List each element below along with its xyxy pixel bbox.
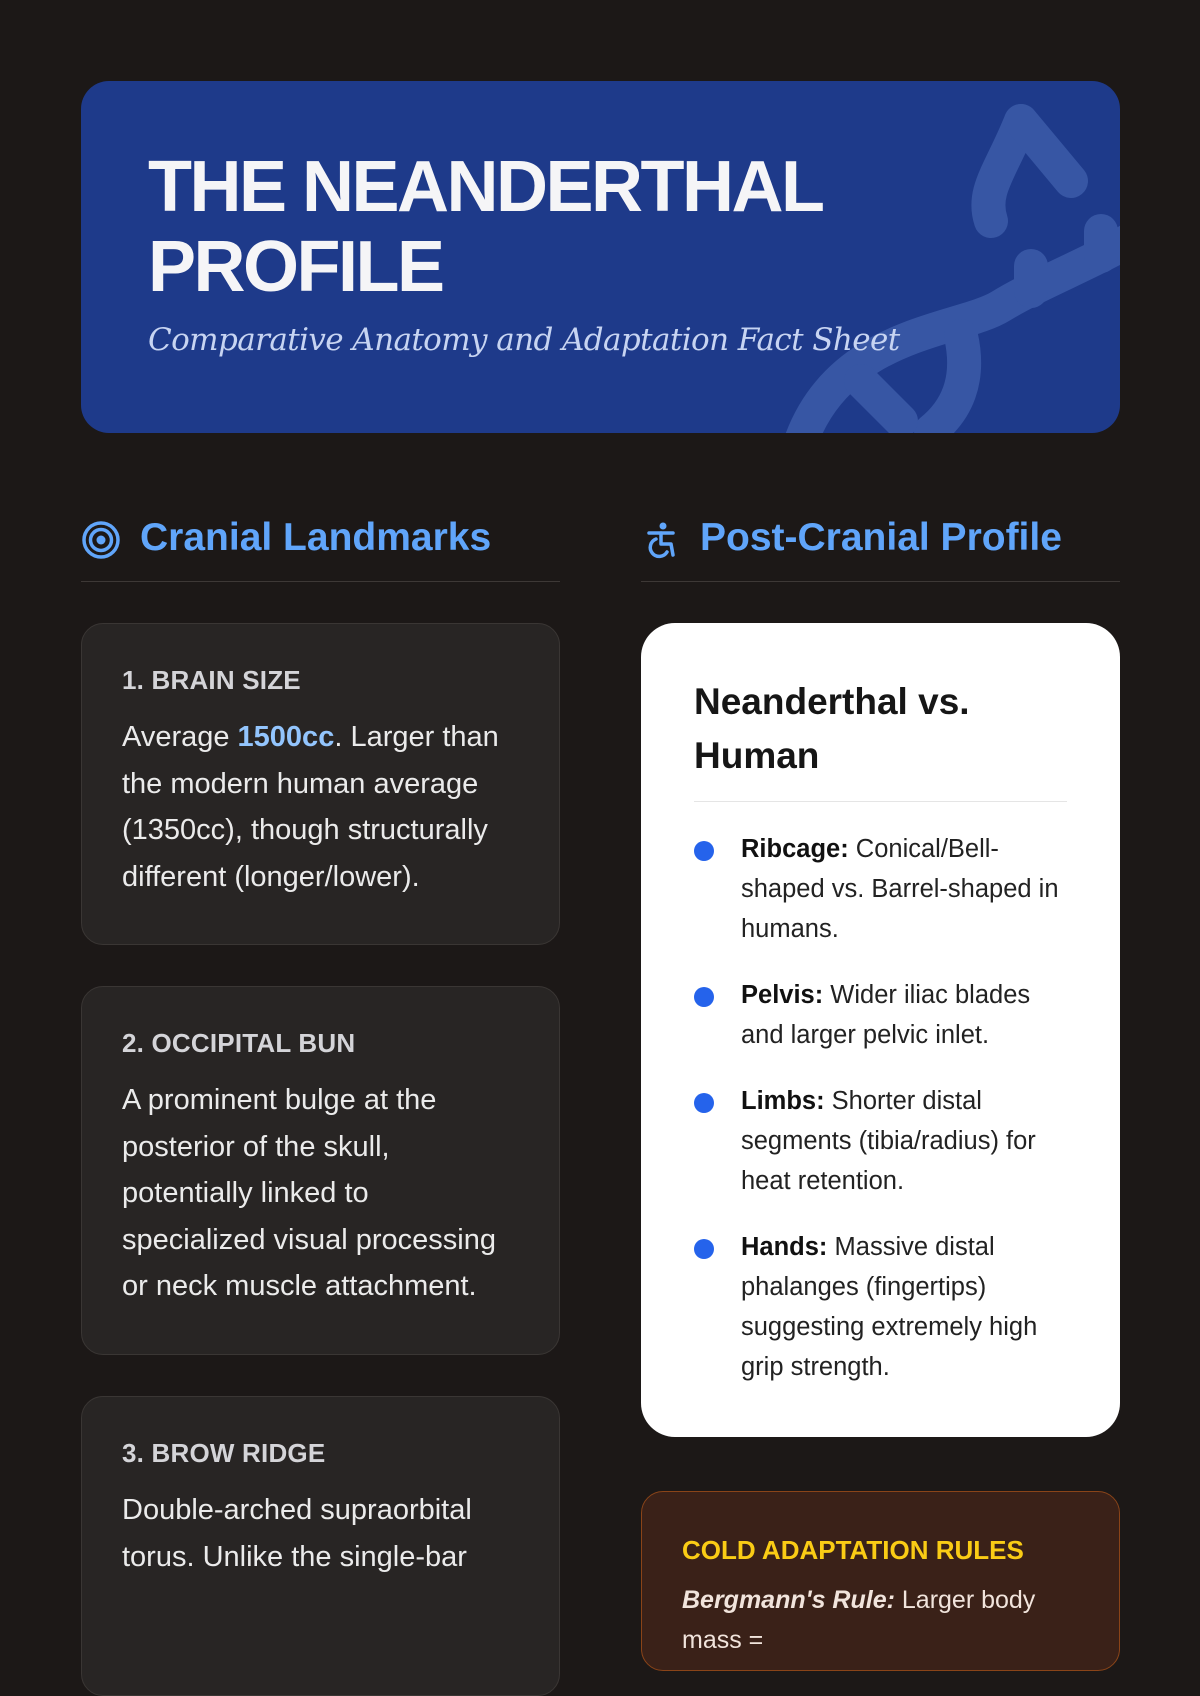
adaptation-text: Larger body mass = bbox=[682, 1586, 1036, 1654]
item-term: Ribcage: bbox=[741, 835, 849, 863]
page-title: THE NEANDERTHAL PROFILE bbox=[148, 147, 822, 307]
bullet-icon bbox=[694, 841, 714, 861]
item-term: Hands: bbox=[741, 1233, 828, 1261]
section-title-cranial: Cranial Landmarks bbox=[140, 516, 492, 559]
item-term: Pelvis: bbox=[741, 981, 824, 1009]
bullet-icon bbox=[694, 987, 714, 1007]
fact-card-occipital-bun bbox=[81, 986, 560, 1355]
item-text: Shorter distal segments (tibia/radius) for heat retention. bbox=[741, 1087, 1036, 1195]
comparison-card bbox=[641, 623, 1120, 1437]
card-body: Double-arched supraorbital torus. Unlike the single-bar bbox=[122, 1494, 472, 1573]
adaptation-body bbox=[682, 1580, 1079, 1660]
page-subtitle: Comparative Anatomy and Adaptation Fact Sheet bbox=[148, 322, 900, 358]
bullet-icon bbox=[694, 1093, 714, 1113]
list-item bbox=[694, 1227, 1067, 1387]
section-header-postcranial bbox=[641, 510, 1120, 582]
item-text: Conical/Bell-shaped vs. Barrel-shaped in humans. bbox=[741, 835, 1059, 943]
card-title: 1. BRAIN SIZE bbox=[122, 665, 301, 695]
target-icon bbox=[81, 520, 121, 560]
card-body bbox=[122, 714, 519, 900]
card-title: 2. OCCIPITAL BUN bbox=[122, 1028, 356, 1058]
card-body-text: Average bbox=[122, 721, 238, 753]
list-item bbox=[694, 1081, 1067, 1201]
section-title-postcranial: Post-Cranial Profile bbox=[700, 516, 1062, 559]
fact-card-brain-size bbox=[81, 623, 560, 945]
item-text: Massive distal phalanges (fingertips) suggesting extremely high grip strength. bbox=[741, 1233, 1038, 1381]
list-item bbox=[694, 829, 1067, 949]
brain-size-value: 1500cc bbox=[237, 721, 335, 753]
card-body-text: . Larger than the modern human average (1350cc), though structurally different (longer/lower). bbox=[122, 721, 499, 893]
adaptation-title: COLD ADAPTATION RULES bbox=[682, 1535, 1024, 1565]
header-banner bbox=[81, 81, 1120, 433]
item-term: Limbs: bbox=[741, 1087, 825, 1115]
fact-card-brow-ridge bbox=[81, 1396, 560, 1696]
item-text: Wider iliac blades and larger pelvic inlet. bbox=[741, 981, 1031, 1049]
comparison-list bbox=[694, 829, 1067, 1387]
card-title: 3. BROW RIDGE bbox=[122, 1438, 326, 1468]
card-body: A prominent bulge at the posterior of the skull, potentially linked to specialized visual processing or neck muscle attachment. bbox=[122, 1084, 496, 1302]
list-item bbox=[694, 975, 1067, 1055]
cold-adaptation-card bbox=[641, 1491, 1120, 1671]
accessibility-icon bbox=[641, 520, 681, 560]
adaptation-term: Bergmann's Rule: bbox=[682, 1586, 895, 1614]
section-header-cranial bbox=[81, 510, 560, 582]
comparison-title: Neanderthal vs. Human bbox=[694, 675, 1067, 802]
bullet-icon bbox=[694, 1239, 714, 1259]
